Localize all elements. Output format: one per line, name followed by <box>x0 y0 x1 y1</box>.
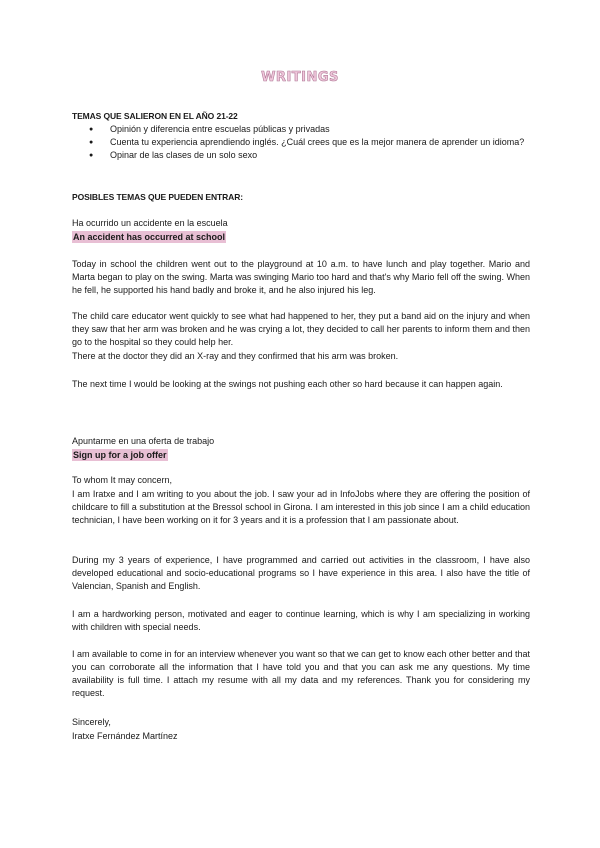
list-item: ● Opinión y diferencia entre escuelas públicas y privadas <box>72 123 530 136</box>
topic2-english-title: Sign up for a job offer <box>73 450 167 460</box>
section-heading-possible-topics: POSIBLES TEMAS QUE PUEDEN ENTRAR: <box>72 192 243 202</box>
letter-signature: Iratxe Fernández Martínez <box>72 731 178 741</box>
topic2-spanish-title: Apuntarme en una oferta de trabajo <box>72 436 215 446</box>
topic1-spanish-title: Ha ocurrido un accidente en la escuela <box>72 218 228 228</box>
topic1-paragraph-3: There at the doctor they did an X-ray and they confirmed that his arm was broken. <box>72 351 399 361</box>
topic1-paragraph-2: The child care educator went quickly to see what had happened to her, they put a band aid on the injury and when they saw that her arm was broken and he was crying a lot, they decided to call her parents to inform them and then go to the hospital so they could help her. <box>72 311 530 347</box>
list-item: ● Cuenta tu experiencia aprendiendo inglés. ¿Cuál crees que es la mejor manera de aprender un idioma? <box>72 136 530 149</box>
topic1-english-title: An accident has occurred at school <box>73 232 226 242</box>
page-title: WRITINGS <box>261 70 339 85</box>
section-heading-past-topics: TEMAS QUE SALIERON EN EL AÑO 21-22 <box>72 111 238 121</box>
topic1-paragraph-4: The next time I would be looking at the swings not pushing each other so hard because it can happen again. <box>72 379 503 389</box>
letter-paragraph-2: During my 3 years of experience, I have programmed and carried out activities in the classroom, I have also developed educational and socio-educational programs so I have experience in this area. I also have the title of Valencian, Spanish and English. <box>72 555 530 591</box>
letter-greeting: To whom It may concern, <box>72 475 173 485</box>
list-item: ● Opinar de las clases de un solo sexo <box>72 149 530 162</box>
letter-paragraph-3: I am a hardworking person, motivated and eager to continue learning, which is why I am specializing in working with children with special needs. <box>72 609 530 632</box>
letter-closing: Sincerely, <box>72 717 111 727</box>
letter-paragraph-4: I am available to come in for an interview whenever you want so that we can get to know each other better and that you can corroborate all the information that I have told you and that you can ask me any questions. My time availability is full time. I attach my resume with all my data and my references. Thank you for considering my request. <box>72 649 530 698</box>
topic1-paragraph-1: Today in school the children went out to the playground at 10 a.m. to have lunch and play together. Mario and Marta began to play on the swing. Marta was swinging Mario too hard and that's why Mario fell off the swing. When he fell, he supported his hand badly and broke it, and he also injured his leg. <box>72 259 530 295</box>
letter-paragraph-1: I am Iratxe and I am writing to you about the job. I saw your ad in InfoJobs where they are offering the position of childcare to fill a substitution at the Bressol school in Girona. I am interested in this job since I am a child education technician, I have been working on it for 3 years and it is a profession that I am passionate about. <box>72 489 530 525</box>
past-topics-list <box>72 123 530 162</box>
